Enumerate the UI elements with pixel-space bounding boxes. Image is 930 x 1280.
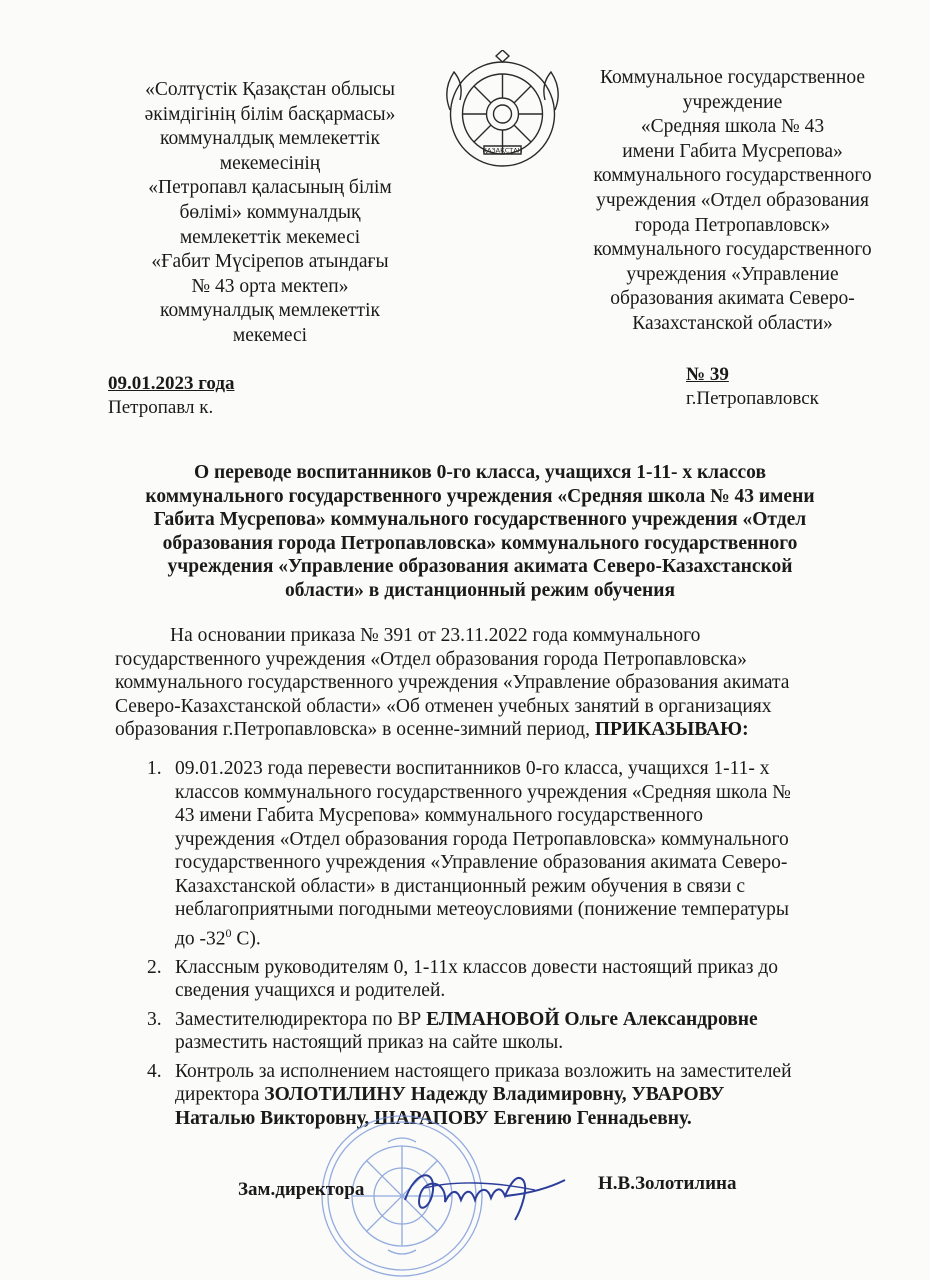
header-ru-line: Коммунальное государственное — [599, 67, 866, 88]
list-item — [120, 757, 870, 951]
item-line: классов коммунального государственного учреждения «Средняя школа № — [175, 781, 791, 803]
item-number: 1. — [147, 758, 162, 779]
responsible-persons-cont: Наталью Викторовну, ШАРАПОВУ Евгению Геннадьевну. — [175, 1107, 692, 1129]
header-ru-line: города Петропавловск» — [634, 214, 831, 236]
title-line: области» в дистанционный режим обучения — [285, 579, 675, 601]
item-text: директора — [175, 1084, 265, 1105]
header-ru-line: «Средняя школа № 43 — [640, 116, 825, 138]
item-line — [175, 1008, 870, 1032]
item-line: Казахстанской области» в дистанционный режим обучения в связи с — [175, 875, 746, 897]
basis-paragraph — [115, 624, 865, 742]
list-item — [120, 1060, 870, 1131]
responsible-persons: ЗОЛОТИЛИНУ Надежду Владимировну, УВАРОВУ — [264, 1084, 725, 1105]
order-items — [120, 757, 870, 1135]
title-line: образования города Петропавловска» коммунального государственного — [162, 532, 798, 554]
order-date: 09.01.2023 года — [108, 373, 235, 394]
item-line: Контроль за исполнением настоящего приказа возложить на заместителей — [175, 1060, 792, 1082]
header-kz-line: коммуналдық мемлекеттік — [160, 128, 380, 150]
header-kz-line: мекемесінің — [219, 152, 321, 174]
item-text: Заместителюдиректора по ВР — [175, 1008, 427, 1030]
signer-role: Зам.директора — [238, 1179, 365, 1200]
item-line: Классным руководителям 0, 1-11х классов довести настоящий приказ до — [175, 956, 779, 978]
header-ru-line: образования акимата Северо- — [610, 288, 855, 310]
emblem-inscription: ҚАЗАҚСТАН — [482, 146, 523, 155]
header-kazakh — [115, 78, 425, 349]
header-ru-line: учреждения «Отдел образования — [596, 189, 869, 211]
degree-superscript: 0 — [225, 925, 232, 940]
item-line: 43 имени Габита Мусрепова» коммунального государственного — [175, 805, 704, 826]
header-ru-line: Казахстанской области» — [632, 312, 833, 334]
list-item — [120, 956, 870, 1003]
basis-line: государственного учреждения «Отдел образования города Петропавловска» — [115, 648, 747, 670]
header-ru-line: коммунального государственного — [593, 239, 872, 261]
temperature-unit: С). — [231, 928, 261, 949]
basis-last-line — [115, 718, 865, 742]
item-line: 09.01.2023 года перевести воспитанников 0-го класса, учащихся 1-11- х — [175, 758, 770, 779]
title-line: Габита Мусрепова» коммунального государственного учреждения «Отдел — [153, 509, 807, 530]
item-number: 4. — [147, 1060, 162, 1082]
title-line: О переводе воспитанников 0-го класса, учащихся 1-11- х классов — [194, 462, 766, 483]
item-number: 3. — [147, 1008, 162, 1030]
order-number: № 39 — [686, 364, 729, 385]
header-kz-line: әкімдігінің білім басқармасы» — [144, 103, 396, 125]
header-kz-line: «Петропавл қаласының білім — [148, 177, 392, 199]
city-kz: Петропавл к. — [108, 397, 214, 418]
header-kz-line: «Ғабит Мүсірепов атындағы — [151, 251, 389, 273]
header-kz-line: мемлекеттік мекемесі — [179, 226, 361, 248]
item-line — [175, 1083, 870, 1107]
header-ru-line: учреждение — [682, 91, 783, 113]
order-keyword: ПРИКАЗЫВАЮ: — [594, 719, 749, 740]
handwritten-signature-icon — [395, 1160, 570, 1225]
temperature-text: до -32 — [175, 928, 226, 949]
number-block — [686, 363, 819, 411]
header-kz-line: бөлімі» коммуналдық — [179, 201, 361, 223]
item-number: 2. — [147, 956, 162, 978]
order-title — [100, 461, 860, 602]
basis-line: коммунального государственного учреждения «Управление образования акимата — [115, 672, 790, 693]
responsible-person: ЕЛМАНОВОЙ Ольге Александровне — [426, 1008, 758, 1030]
header-kz-line: коммуналдық мемлекеттік — [160, 300, 380, 322]
item-line — [175, 922, 870, 951]
item-line: государственного учреждения «Управление образования акимата Северо- — [175, 852, 788, 873]
list-item — [120, 1008, 870, 1055]
state-emblem-icon — [440, 50, 565, 175]
item-line: сведения учащихся и родителей. — [175, 980, 446, 1001]
basis-line: Северо-Казахстанской области» «Об отменен учебных занятий в организациях — [115, 695, 772, 717]
header-kz-line: мекемесі — [232, 324, 308, 346]
header-kz-line: № 43 орта мектеп» — [191, 275, 349, 297]
header-kz-line: «Солтүстік Қазақстан облысы — [145, 79, 395, 100]
basis-line: образования г.Петропавловска» в осенне-зимний период, — [115, 719, 595, 740]
basis-line: На основании приказа № 391 от 23.11.2022 года коммунального — [170, 625, 701, 646]
city-ru: г.Петропавловск — [686, 388, 819, 409]
header-ru-line: учреждения «Управление — [626, 263, 839, 285]
item-line: неблагоприятными погодными метеоусловиями (понижение температуры — [175, 899, 789, 920]
signer-name: Н.В.Золотилина — [598, 1173, 737, 1194]
header-ru-line: имени Габита Мусрепова» — [622, 140, 843, 162]
item-line: разместить настоящий приказ на сайте школы. — [175, 1032, 564, 1053]
item-line: учреждения «Отдел образования города Петропавловска» коммунального — [175, 828, 789, 850]
header-russian — [565, 66, 900, 337]
title-line: учреждения «Управление образования акимата Северо-Казахстанской — [167, 556, 793, 577]
header-ru-line: коммунального государственного — [593, 165, 872, 187]
date-block — [108, 372, 234, 420]
title-line: коммунального государственного учреждения «Средняя школа № 43 имени — [145, 485, 815, 507]
